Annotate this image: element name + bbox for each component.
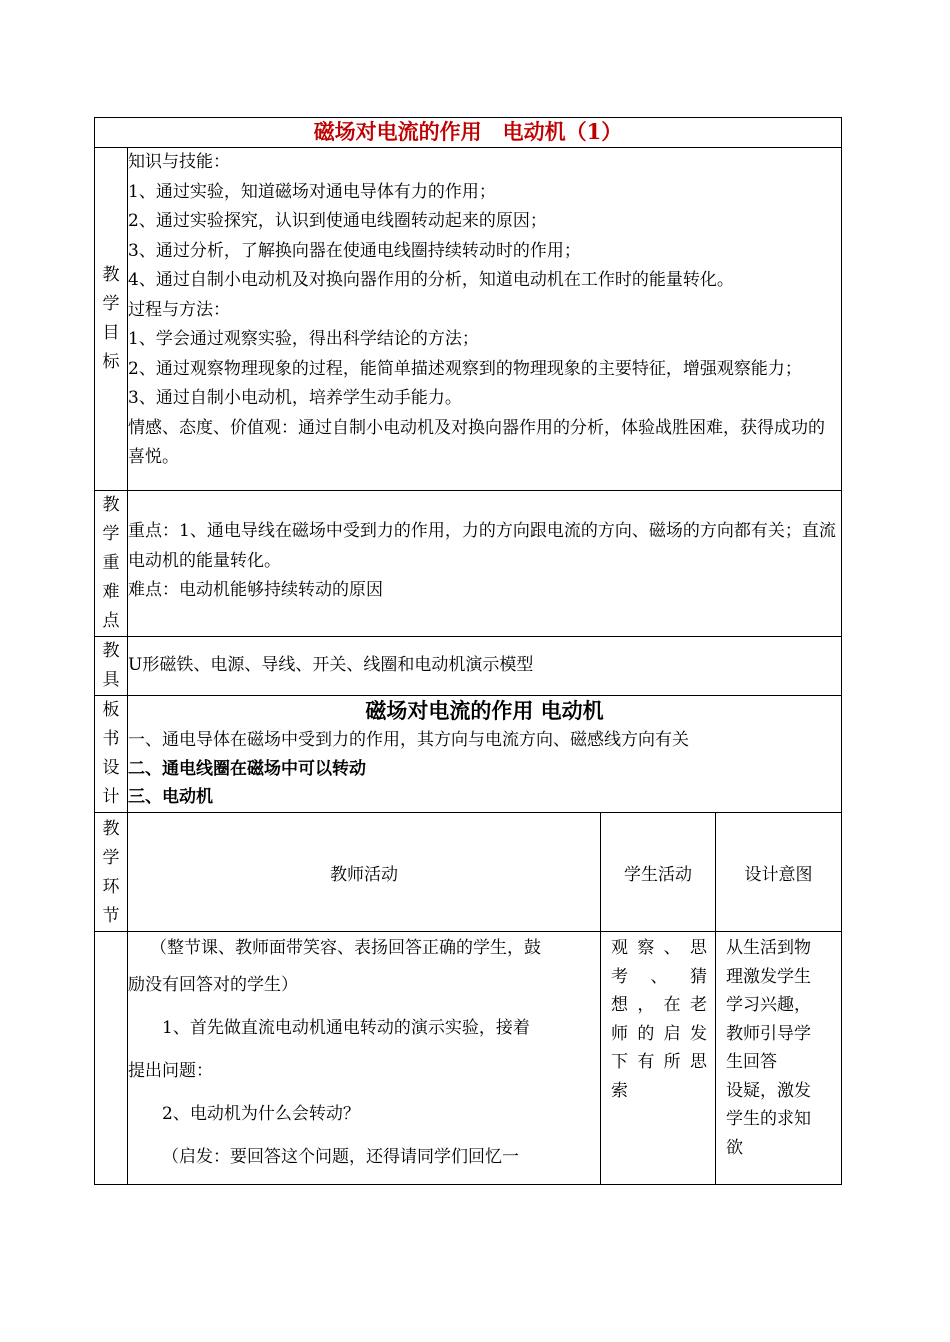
objective-line: 2、通过实验探究，认识到使通电线圈转动起来的原因；: [128, 211, 547, 231]
label-char: 教: [102, 265, 120, 285]
process-label-empty: [95, 932, 128, 1185]
objective-line: 4、通过自制小电动机及对换向器作用的分析，知道电动机在工作时的能量转化。: [128, 270, 734, 290]
label-char: 标: [102, 352, 120, 372]
materials-text: U形磁铁、电源、导线、开关、线圈和电动机演示模型: [128, 655, 534, 676]
student-activity-cell: [601, 932, 716, 1185]
objectives-label: [95, 148, 128, 491]
board-design-label: [95, 696, 128, 813]
label-char: 板: [102, 700, 120, 720]
objective-line: 2、通过观察物理现象的过程，能简单描述观察到的物理现象的主要特征，增强观察能力；: [128, 358, 802, 379]
key-points-label: [95, 491, 128, 637]
label-char: 重: [102, 553, 120, 573]
teacher-line: 1、首先做直流电动机通电转动的演示实验，接着: [162, 1018, 530, 1038]
key-points-row: [95, 491, 842, 637]
materials-row: [95, 637, 842, 696]
label-char: 教: [102, 495, 120, 515]
objective-line: 情感、态度、价值观：通过自制小电动机及对换向器作用的分析，体验战胜困难，获得成功的喜悦。: [128, 417, 825, 467]
student-activity-header: 学生活动: [601, 813, 716, 932]
intent-line: 学习兴趣，: [726, 995, 811, 1015]
title-row: [95, 118, 842, 148]
objective-line: 3、通过自制小电动机，培养学生动手能力。: [128, 388, 462, 408]
objective-line: 知识与技能：: [128, 152, 230, 172]
label-char: 难: [102, 582, 120, 602]
board-design-row: [95, 696, 842, 813]
objectives-content: [128, 148, 842, 491]
materials-label: [95, 637, 128, 696]
intent-line: 欲: [726, 1137, 743, 1158]
key-points-content: [128, 491, 842, 637]
process-label: [95, 813, 128, 932]
teacher-activity-header: 教师活动: [128, 813, 601, 932]
process-content-row: [95, 932, 842, 1185]
board-line: 三、电动机: [128, 787, 213, 807]
objective-line: 1、学会通过观察实验，得出科学结论的方法；: [128, 329, 479, 349]
intent-line: 设疑，激发: [726, 1080, 811, 1101]
difficulty-text: 难点：电动机能够持续转动的原因: [128, 580, 383, 600]
document-title: 磁场对电流的作用 电动机（1）: [95, 118, 842, 148]
label-char: 计: [102, 787, 120, 807]
intent-line: 教师引导学: [726, 1023, 811, 1044]
student-line: 师的启发: [611, 1023, 707, 1044]
board-title: 磁场对电流的作用 电动机: [365, 699, 604, 723]
label-char: 节: [102, 906, 120, 926]
materials-content: [128, 637, 842, 696]
board-line: 二、通电线圈在磁场中可以转动: [128, 758, 366, 779]
teacher-line: 励没有回答对的学生）: [128, 975, 298, 995]
board-design-content: [128, 696, 842, 813]
teacher-line: 2、电动机为什么会转动？: [162, 1104, 360, 1124]
objective-line: 过程与方法：: [128, 299, 230, 320]
student-line: 观察、思: [611, 938, 707, 958]
intent-line: 理激发学生: [726, 966, 811, 987]
design-intent-header: 设计意图: [716, 813, 842, 932]
teacher-activity-cell: [128, 932, 601, 1185]
label-char: 学: [102, 848, 120, 868]
design-intent-cell: [716, 932, 842, 1185]
process-header-row: [95, 813, 842, 932]
intent-line: 生回答: [726, 1052, 777, 1072]
teacher-line: （启发：要回答这个问题，还得请同学们回忆一: [162, 1147, 519, 1167]
label-char: 环: [102, 877, 120, 897]
label-char: 书: [102, 729, 120, 749]
teacher-line: 提出问题：: [128, 1061, 213, 1081]
label-char: 点: [102, 611, 120, 631]
label-char: 教: [102, 819, 120, 839]
label-char: 具: [102, 670, 120, 690]
teacher-line: （整节课、教师面带笑容、表扬回答正确的学生，鼓: [150, 938, 541, 958]
intent-line: 学生的求知: [726, 1109, 811, 1129]
intent-line: 从生活到物: [726, 938, 811, 958]
student-line: 想，在老: [611, 995, 707, 1015]
student-line: 索: [611, 1080, 628, 1101]
label-char: 设: [102, 758, 120, 778]
label-char: 学: [102, 294, 120, 314]
objective-line: 3、通过分析，了解换向器在使通电线圈持续转动时的作用；: [128, 240, 581, 261]
objectives-row: [95, 148, 842, 491]
student-line: 下有所思: [611, 1052, 707, 1072]
focus-text: 重点：1、通电导线在磁场中受到力的作用，力的方向跟电流的方向、磁场的方向都有关；直流电动机的能量转化。: [128, 521, 836, 571]
lesson-plan-table: [94, 117, 842, 1185]
label-char: 教: [102, 641, 120, 661]
label-char: 目: [102, 323, 120, 343]
objective-line: 1、通过实验，知道磁场对通电导体有力的作用；: [128, 181, 496, 202]
label-char: 学: [102, 524, 120, 544]
lesson-plan-page: [94, 117, 841, 1185]
board-line: 一、通电导体在磁场中受到力的作用，其方向与电流方向、磁感线方向有关: [128, 730, 689, 750]
student-line: 考、猜: [611, 966, 707, 987]
